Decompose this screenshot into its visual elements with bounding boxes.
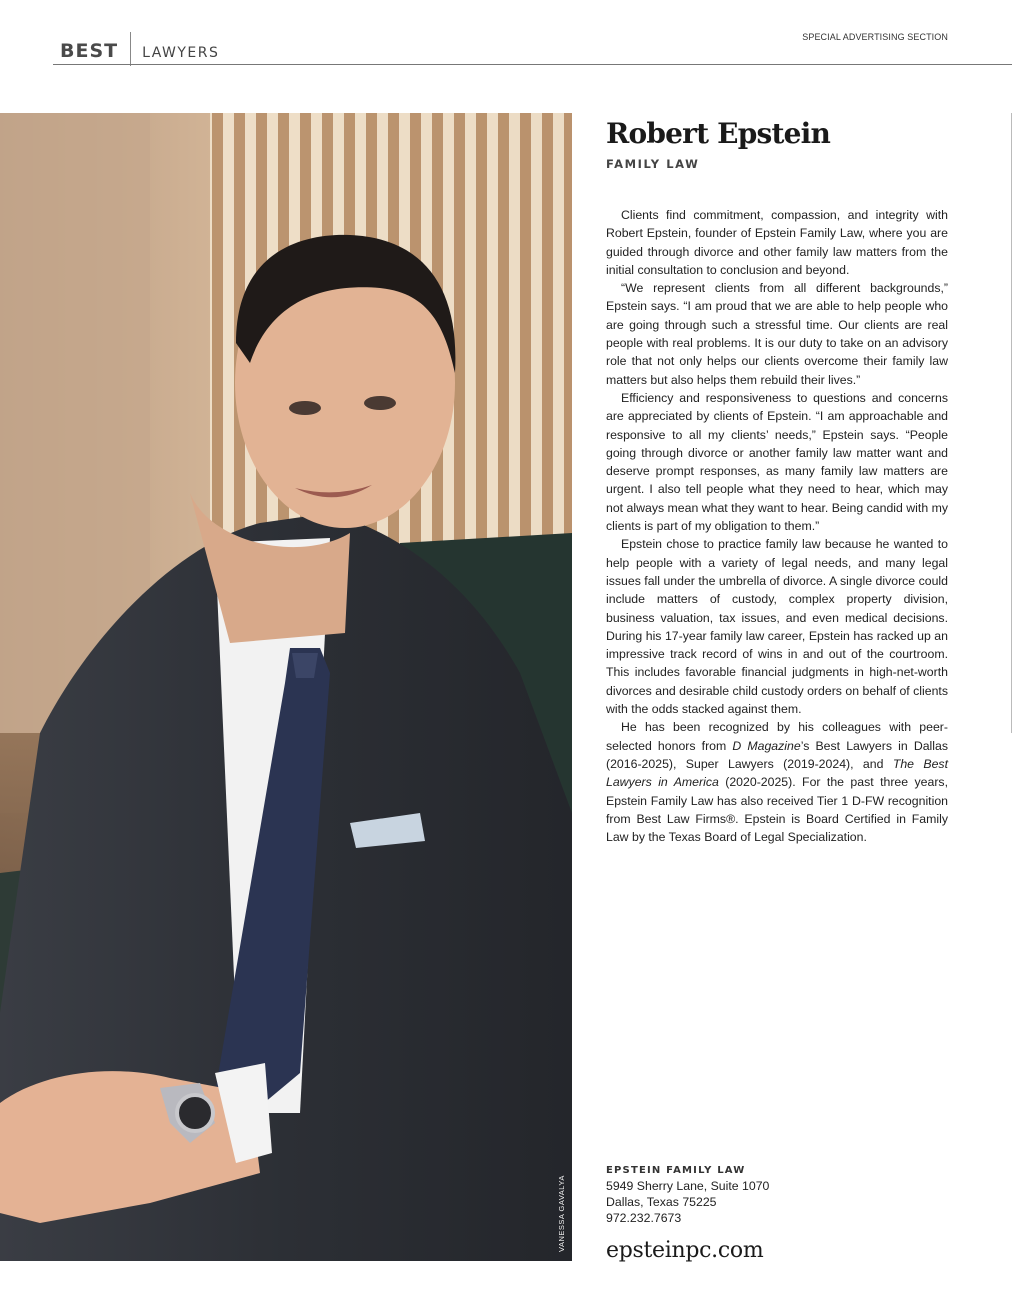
bio-paragraph: “We represent clients from all different backgrounds,” Epstein says. “I am proud that we are able to help people who are going through such a stressful time. Our clients are real people with real problems. It is our duty to take on an advisory role that not only helps our clients overcome their family law matters but also helps them rebuild their lives.”: [606, 281, 948, 387]
bio-text: [606, 206, 948, 846]
special-section-label: SPECIAL ADVERTISING SECTION: [802, 32, 948, 42]
logo-lawyers-text: LAWYERS: [142, 44, 220, 61]
publication-title: D Magazine: [732, 738, 801, 753]
firm-name: EPSTEIN FAMILY LAW: [606, 1165, 746, 1176]
bio-text-run: (2020-2025). For the past three years, Epstein Family Law has also received Tier 1 D-FW recognition from Best Law Firms®. Epstein is Board Certified in Family Law by the Texas Board of Legal Specialization.: [606, 775, 948, 845]
address-line: Dallas, Texas 75225: [606, 1195, 717, 1210]
website-link[interactable]: epsteinpc.com: [606, 1238, 764, 1263]
header-divider: [53, 64, 1012, 65]
portrait-photo: [0, 113, 572, 1261]
logo-best-text: BEST: [60, 40, 119, 62]
lawyer-name: Robert Epstein: [606, 117, 830, 150]
photo-credit: VANESSA GAVALYA: [557, 1175, 566, 1252]
publication-logo: [60, 36, 219, 66]
bio-text-run: ’s Best Lawyers in Dallas (2016-2025), Super Lawyers (2019-2024), and: [606, 738, 948, 771]
bio-paragraph: Efficiency and responsiveness to questions and concerns are appreciated by clients of Epstein. “I am approachable and responsive to all my clients’ needs,” Epstein says. “People going through divorce or another family law matter want and deserve prompt responses, as many family law matters are urgent. I also tell people what they need to hear, which may not always mean what they want to hear. Being candid with my clients is part of my obligation to them.”: [606, 390, 948, 534]
practice-area: FAMILY LAW: [606, 157, 700, 171]
phone-number: 972.232.7673: [606, 1211, 682, 1226]
publication-title: The Best Lawyers in America: [606, 756, 948, 790]
contact-block: [606, 1165, 769, 1227]
bio-text-run: He has been recognized by his colleagues with peer-selected honors from: [606, 720, 948, 753]
address-line: 5949 Sherry Lane, Suite 1070: [606, 1179, 770, 1193]
bio-paragraph: Epstein chose to practice family law because he wanted to help people with a variety of legal needs, and many legal issues fall under the umbrella of divorce. A single divorce could include matters of custody, complex property division, business valuation, tax issues, and even medical decisions. During his 17-year family law career, Epstein has racked up an impressive track record of wins in and out of the courtroom. This includes favorable financial judgments in high-net-worth divorces and desirable child custody orders on behalf of clients with the odds stacked against them.: [606, 537, 948, 717]
bio-paragraph: [606, 718, 948, 846]
bio-paragraph: Clients find commitment, compassion, and integrity with Robert Epstein, founder of Epstein Family Law, where you are guided through divorce and other family law matters from the initial consultation to conclusion and beyond.: [606, 208, 948, 277]
